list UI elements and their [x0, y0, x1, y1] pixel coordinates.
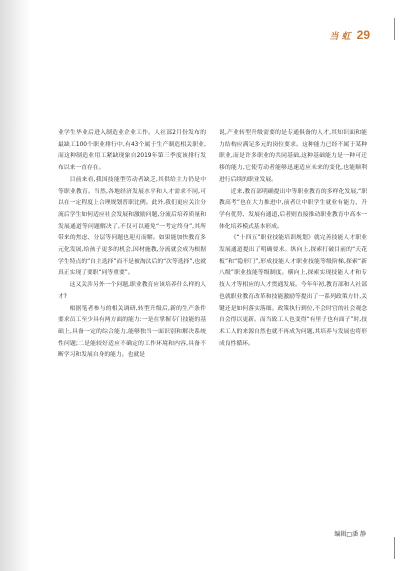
page-number: 29: [356, 28, 370, 42]
section-label: 当 虹: [329, 32, 351, 42]
editor-credit: 编辑□潘 静: [334, 531, 366, 538]
paragraph: 根据笔者参与的相关调研,转型升级后,新的生产条件要求员工至少具有两方面的能力:一是在掌握专门技能的基础上,具备一定的综合能力,能够独当一面识别和解决系统性问题;二是能较好适应不确定的工作环境和内容,具备不断学习和发展自身的能力。也就是: [58, 305, 206, 359]
paragraph: 目前来看,我国技能型劳动者缺乏,其供给主力仍是中等职业教育。当然,各地经济发展水平和人才需求不同,可以在一定程度上合理规划普职比例。此外,我们更应关注分流后学生如何适应社会发展和激励问题,分流后培养质量和发展通道等问题解决了,不仅可以避免“一考定终身”,其所带来的焦虑、分层等问题也迎刃而解。如果能加快教育多元化发展,给孩子更多的机会,因材施教,分流就会成为根据学生特点的“自主选择”而不是被淘汰后的“次等选择”,也就真正实现了要职“同等重要”。: [58, 176, 206, 277]
left-column: [58, 128, 206, 362]
paragraph: 这又关涉另外一个问题,职业教育应该培养什么样的人才?: [58, 282, 206, 300]
page-header: [330, 28, 371, 42]
paragraph: 《“十四五”职业技能培训规划》就完善技能人才职业发展通道提出了明确要求。纵向上,探索打破目前的“天花板”和“隐形门”,形成技能人才职业技能等级阶梯,探索“新八级”职业技能等级制度。横向上,探索实现技能人才和专技人才等相应的人才贯通发展。今年年初,教育部和人社部也就职业教育改革和技能激励等提出了一系列政策方针,关键还是如何落实落细。政策执行到位,不会时官的社会观念自会得以更新。而当致工人也变得“有里子也有面子”时,技术工人的来源自然也就不再成为问题,其培养与发展也将形成良性循环。: [219, 235, 367, 347]
crop-mark-bottom: [394, 537, 395, 559]
paragraph: 业学生毕业后进入制造业企业工作。人社部2月份发布的最缺工100个职业排行中,有43个属于生产制造相关职业,而这种制造业用工紧缺现象自2019年第三季度该排行发布以来一直存在。: [58, 130, 206, 172]
right-column: [219, 128, 367, 350]
paragraph: 说,产业转型升级需要的是专通俱备的人才,其知识面和能力结构应满足多元的岗位要求。这种能力已经不属于某种职业,而是许多职业的共同基础,这种基础能力是一种可迁移的能力,它使劳动者能够迅速适应未来的变化,也能顺利进行后续的职业发展。: [219, 130, 367, 183]
paragraph: 近来,教育部明确提出中等职业教育的多样化发展,“职教高考”也在大力推进中,前者让中职学生就业有能力、升学有优势、发展有通道,后者则直接推动职业教育中高本一体化培养模式基本形成。: [219, 188, 367, 230]
page-fold-shadow: [0, 0, 30, 571]
crop-mark-top: [394, 18, 395, 40]
